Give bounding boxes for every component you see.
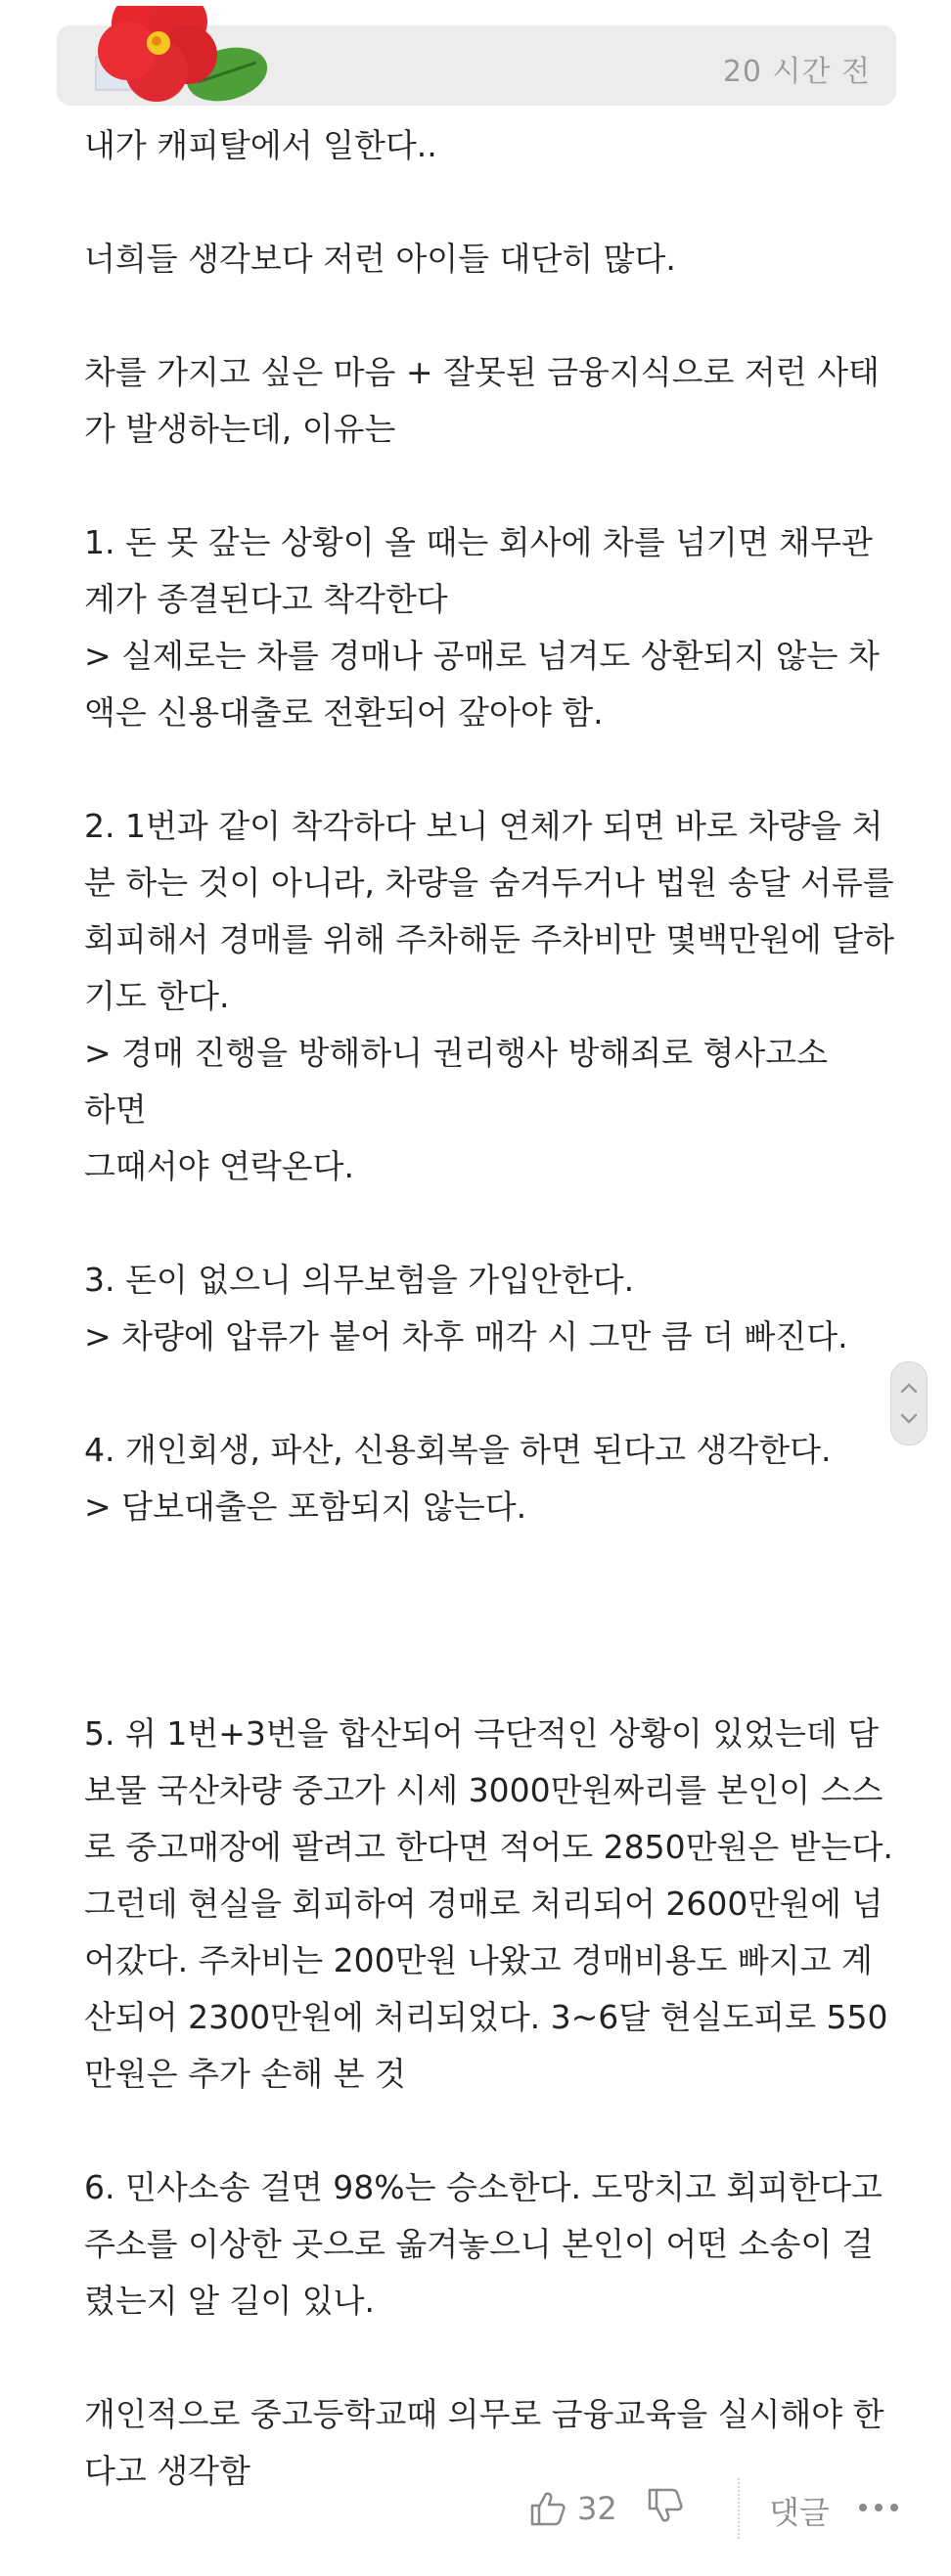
post-time: 20 시간 전: [722, 55, 871, 89]
scroll-up-down-icon[interactable]: [890, 1361, 928, 1445]
paragraph: 차를 가지고 싶은 마음 + 잘못된 금융지식으로 저런 사태 가 발생하는데, 이유는: [84, 353, 880, 448]
thumbs-down-icon: [646, 2486, 685, 2525]
comment-button[interactable]: 댓글: [769, 2494, 830, 2531]
paragraph: 4. 개인회생, 파산, 신용회복을 하면 된다고 생각한다. > 담보대출은 포함되지 않는다.: [84, 1431, 832, 1526]
more-dots-icon[interactable]: [857, 2502, 900, 2513]
paragraph: 개인적으로 중고등학교때 의무로 금융교육을 실시해야 한 다고 생각함: [84, 2395, 884, 2490]
divider: [738, 2478, 742, 2539]
paragraph: 6. 민사소송 걸면 98%는 승소한다. 도망치고 회피한다고 주소를 이상한 곳으로 옮겨놓으니 본인이 어떤 소송이 걸 렸는지 알 길이 있나.: [84, 2168, 883, 2320]
comment-header: [57, 25, 896, 106]
like-button[interactable]: [528, 2484, 617, 2533]
post-body: [84, 117, 896, 2556]
paragraph: 2. 1번과 같이 착각하다 보니 연체가 되면 바로 차량을 처 분 하는 것이 아니라, 차량을 숨겨두거나 법원 송달 서류를 회피해서 경매를 위해 주차해둔 주차비만 몇백만원에 달하 기도 한다. > 경매 진행을 방해하니 권리행사 방해죄로 형사고소 하면 그때서야 연락온다.: [84, 807, 895, 1185]
blank-space: [84, 1592, 896, 1706]
thumbs-up-icon: [528, 2489, 567, 2528]
dislike-button[interactable]: [646, 2486, 685, 2529]
paragraph: 3. 돈이 없으니 의무보험을 가입안한다. > 차량에 압류가 붙어 차후 매각 시 그만 큼 더 빠진다.: [84, 1261, 848, 1355]
like-count: 32: [577, 2490, 617, 2527]
paragraph: 5. 위 1번+3번을 합산되어 극단적인 상황이 있었는데 담 보물 국산차량 중고가 시세 3000만원짜리를 본인이 스스 로 중고매장에 팔려고 한다면 적어도 2850만원은 받는다. 그런데 현실을 회피하여 경매로 처리되어 2600만원에 넘 어갔다. 주차비는 200만원 나왔고 경매비용도 빠지고 계 산되어 2300만원에 처리되었다. 3~6달 현실도피로 550 만원은 추가 손해 본 것: [84, 1714, 893, 2093]
paragraph: 너희들 생각보다 저런 아이들 대단히 많다.: [84, 240, 676, 278]
comment-footer: [0, 2476, 951, 2545]
red-flower-icon[interactable]: [82, 6, 268, 113]
paragraph: 내가 캐피탈에서 일한다..: [84, 126, 437, 164]
paragraph: 1. 돈 못 갚는 상황이 올 때는 회사에 차를 넘기면 채무관 계가 종결된다고 착각한다 > 실제로는 차를 경매나 공매로 넘겨도 상환되지 않는 차 액은 신용대출로 전환되어 갚아야 함.: [84, 523, 880, 732]
